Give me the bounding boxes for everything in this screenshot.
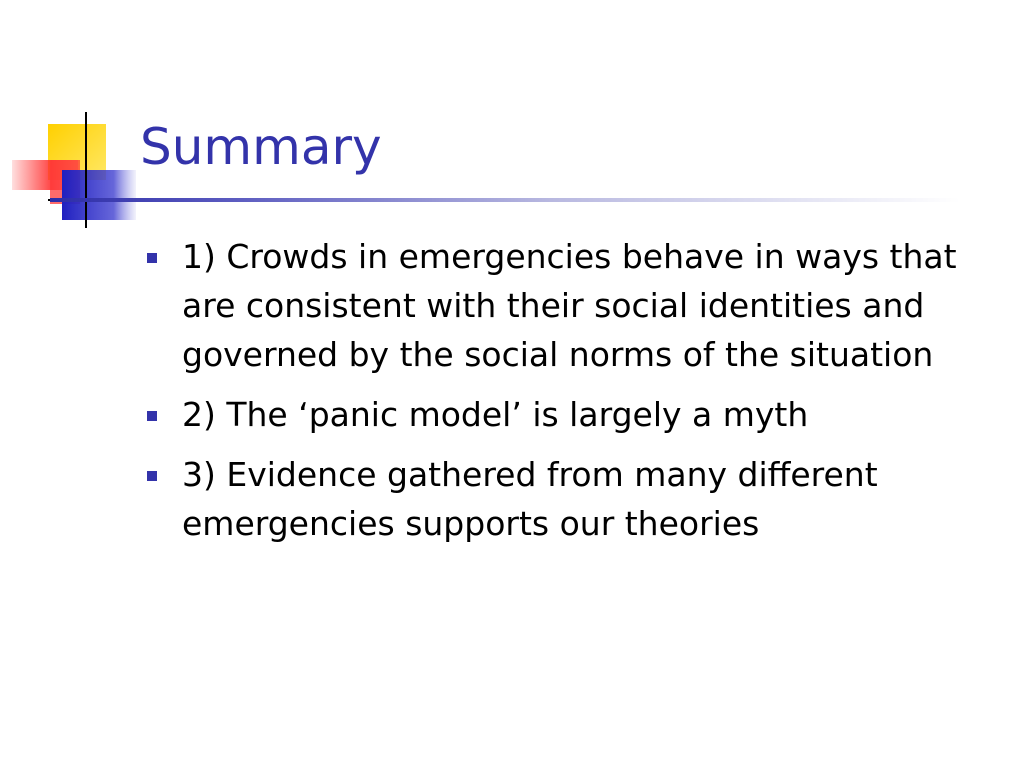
title-underline [50,198,960,202]
square-bullet-icon [147,411,157,421]
blue-square [62,170,136,220]
bullet-text: 2) The ‘panic model’ is largely a myth [182,395,809,434]
bullet-item [142,390,1002,439]
corner-decoration-icon [0,0,160,240]
bullet-list [142,232,1002,559]
square-bullet-icon [147,471,157,481]
bullet-item [142,450,1002,548]
bullet-text: 3) Evidence gathered from many different emergencies supports our theories [182,455,878,543]
square-bullet-icon [147,253,157,263]
bullet-text: 1) Crowds in emergencies behave in ways that are consistent with their social identities and governed by the social norms of the situation [182,237,957,374]
slide-title: Summary [140,118,382,176]
bullet-item [142,232,1002,379]
